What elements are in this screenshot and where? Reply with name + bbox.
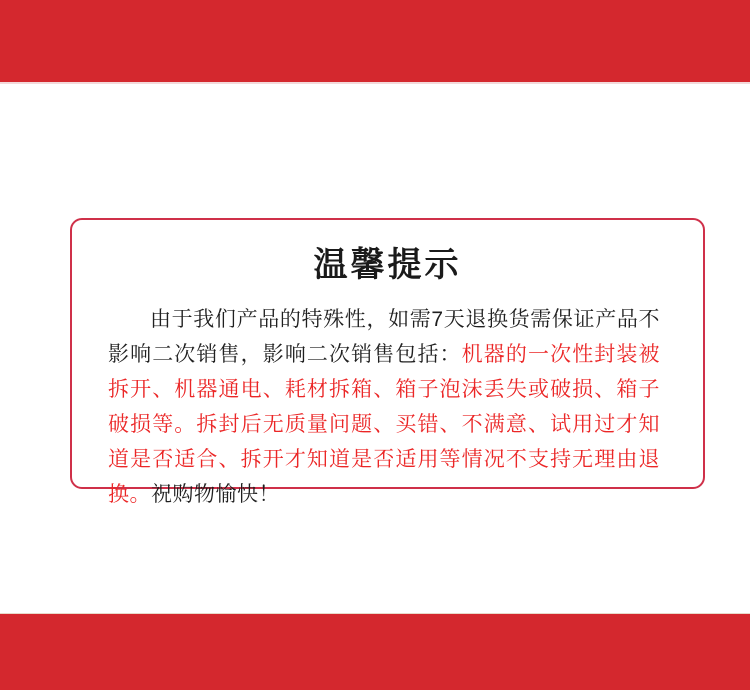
notice-paragraph [108,302,660,512]
top-red-banner [0,0,750,84]
bottom-red-banner [0,613,750,690]
paragraph-segment-intro: 由于我们产品的特殊性，如需7天退换货需保证产品不影响二次销售，影响二次销售包括： [108,308,660,366]
notice-card [70,218,705,506]
paragraph-segment-warning: 机器的一次性封装被拆开、机器通电、耗材拆箱、箱子泡沫丢失或破损、箱子破损等。拆封后无质量问题、买错、不满意、试用过才知道是否适合、拆开才知道是否适用等情况不支持无理由退换。 [108,343,661,506]
paragraph-segment-closing: 祝购物愉快！ [151,483,280,506]
notice-title: 温馨提示 [313,246,462,284]
